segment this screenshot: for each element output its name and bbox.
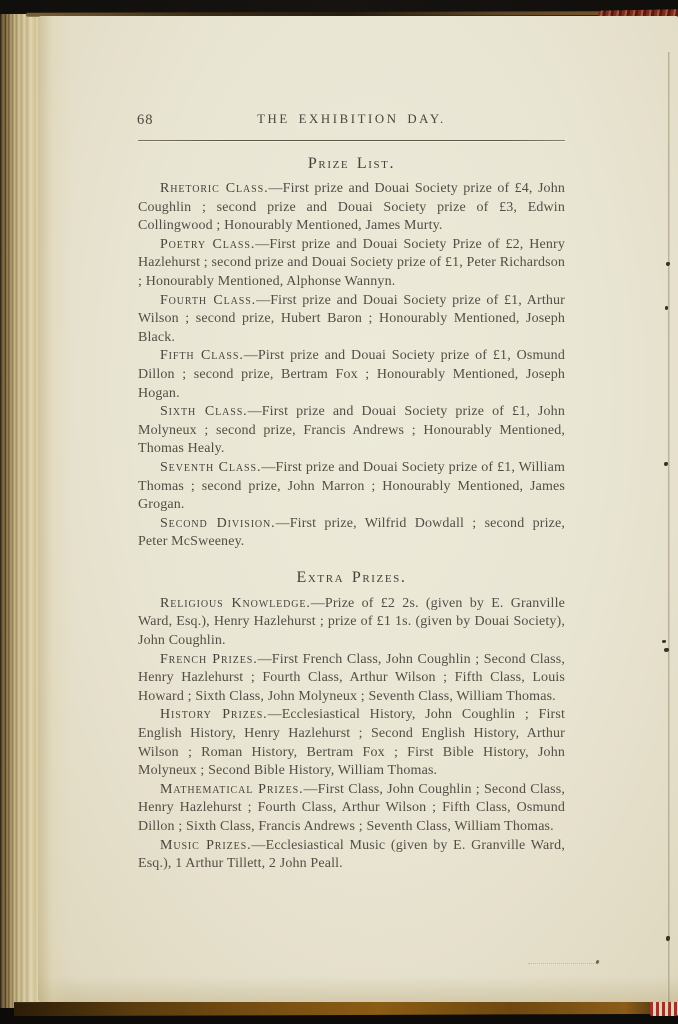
extra-entry-history bbox=[138, 706, 565, 780]
prize-entry-rhetoric bbox=[138, 180, 565, 236]
page-crease bbox=[667, 52, 670, 1008]
prize-entry-second-division bbox=[138, 515, 565, 552]
prize-entry-seventh bbox=[138, 459, 565, 515]
extra-entry-religious-knowledge bbox=[138, 595, 565, 651]
entry-text: —First prize and Douai Society prize of £1, John Molyneux ; second prize, Francis Andrews ; Honourably Mentioned, Thomas Healy. bbox=[138, 404, 565, 457]
extra-entry-mathematical bbox=[138, 781, 565, 837]
class-name: Music Prizes. bbox=[160, 837, 252, 853]
cover-edge-bottom bbox=[14, 1000, 678, 1016]
entry-text: —First French Class, John Coughlin ; Second Class, Henry Hazlehurst ; Fourth Class, Arthur Wilson ; Fifth Class, Louis Howard ; Sixth Class, John Molyneux ; Seventh Class, William Thomas. bbox=[138, 651, 565, 704]
class-name: History Prizes. bbox=[160, 707, 268, 723]
headband-bottom-icon bbox=[650, 1000, 678, 1016]
pencil-fleck bbox=[595, 960, 600, 965]
entry-text: —First prize, Wilfrid Dowdall ; second prize, Peter McSweeney. bbox=[138, 515, 565, 550]
extra-entry-french bbox=[138, 651, 565, 707]
text-block bbox=[138, 112, 565, 874]
entry-text: —Prize of £2 2s. (given by E. Granville Ward, Esq.), Henry Hazlehurst ; prize of £1 1s. (given by Douai Society), John Coughlin. bbox=[138, 595, 565, 649]
entry-text: —Pirst prize and Douai Society prize of £1, Osmund Dillon ; second prize, Bertram Fox ; Honourably Mentioned, Joseph Hogan. bbox=[138, 348, 565, 401]
section-heading-extra-prizes: Extra Prizes. bbox=[296, 568, 407, 586]
page-number: 68 bbox=[137, 112, 154, 128]
class-name: Seventh Class. bbox=[160, 459, 262, 475]
class-name: Religious Knowledge. bbox=[160, 595, 311, 611]
class-name: Second Division. bbox=[160, 515, 276, 531]
pencil-marginalia bbox=[528, 958, 594, 964]
header-rule bbox=[138, 140, 565, 141]
extra-entry-music bbox=[138, 837, 565, 874]
section-heading-prize-list: Prize List. bbox=[307, 155, 396, 172]
entry-text: —Ecclesiastical Music (given by E. Granville Ward, Esq.), 1 Arthur Tillett, 2 John Peall. bbox=[138, 837, 565, 872]
entry-text: —First prize and Douai Society Prize of £2, Henry Hazlehurst ; second prize and Douai Society prize of £1, Peter Richardson ; Honourably Mentioned, Alphonse Wannyn. bbox=[138, 236, 565, 289]
prize-entry-fifth bbox=[138, 347, 565, 403]
entry-text: —First Class, John Coughlin ; Second Class, Henry Hazlehurst ; Fourth Class, Arthur Wilson ; Fifth Class, Osmund Dillon ; Sixth Class, Francis Andrews ; Seventh Class, William Thomas. bbox=[138, 781, 565, 834]
prize-entry-poetry bbox=[138, 236, 565, 292]
entry-text: —First prize and Douai Society prize of £1, William Thomas ; second prize, John Marron ; Honourably Mentioned, James Grogan. bbox=[138, 459, 566, 513]
running-head bbox=[138, 112, 565, 128]
class-name: Fifth Class. bbox=[160, 348, 244, 364]
foxing-speck bbox=[662, 640, 666, 643]
entry-text: —Ecclesiastical History, John Coughlin ; First English History, Henry Hazlehurst ; Second English History, Arthur Wilson ; Roman History, Bertram Fox ; First Bible History, John Molyneux ; Second Bible History, William Thomas. bbox=[138, 707, 565, 779]
book-page bbox=[38, 16, 678, 1002]
class-name: Poetry Class. bbox=[160, 236, 256, 252]
entry-text: —First prize and Douai Society prize of £4, John Coughlin ; second prize and Douai Society prize of £3, Edwin Collingwood ; Honourably Mentioned, James Murty. bbox=[138, 181, 565, 234]
entry-text: —First prize and Douai Society prize of £1, Arthur Wilson ; second prize, Hubert Baron ; Honourably Mentioned, Joseph Black. bbox=[138, 292, 565, 345]
prize-entry-sixth bbox=[138, 403, 565, 459]
class-name: Rhetoric Class. bbox=[160, 181, 269, 196]
class-name: Fourth Class. bbox=[160, 292, 257, 308]
prize-entry-fourth bbox=[138, 292, 565, 348]
running-title: THE EXHIBITION DAY. bbox=[257, 112, 446, 126]
class-name: Mathematical Prizes. bbox=[160, 781, 304, 797]
class-name: French Prizes. bbox=[160, 651, 258, 667]
class-name: Sixth Class. bbox=[160, 404, 248, 420]
